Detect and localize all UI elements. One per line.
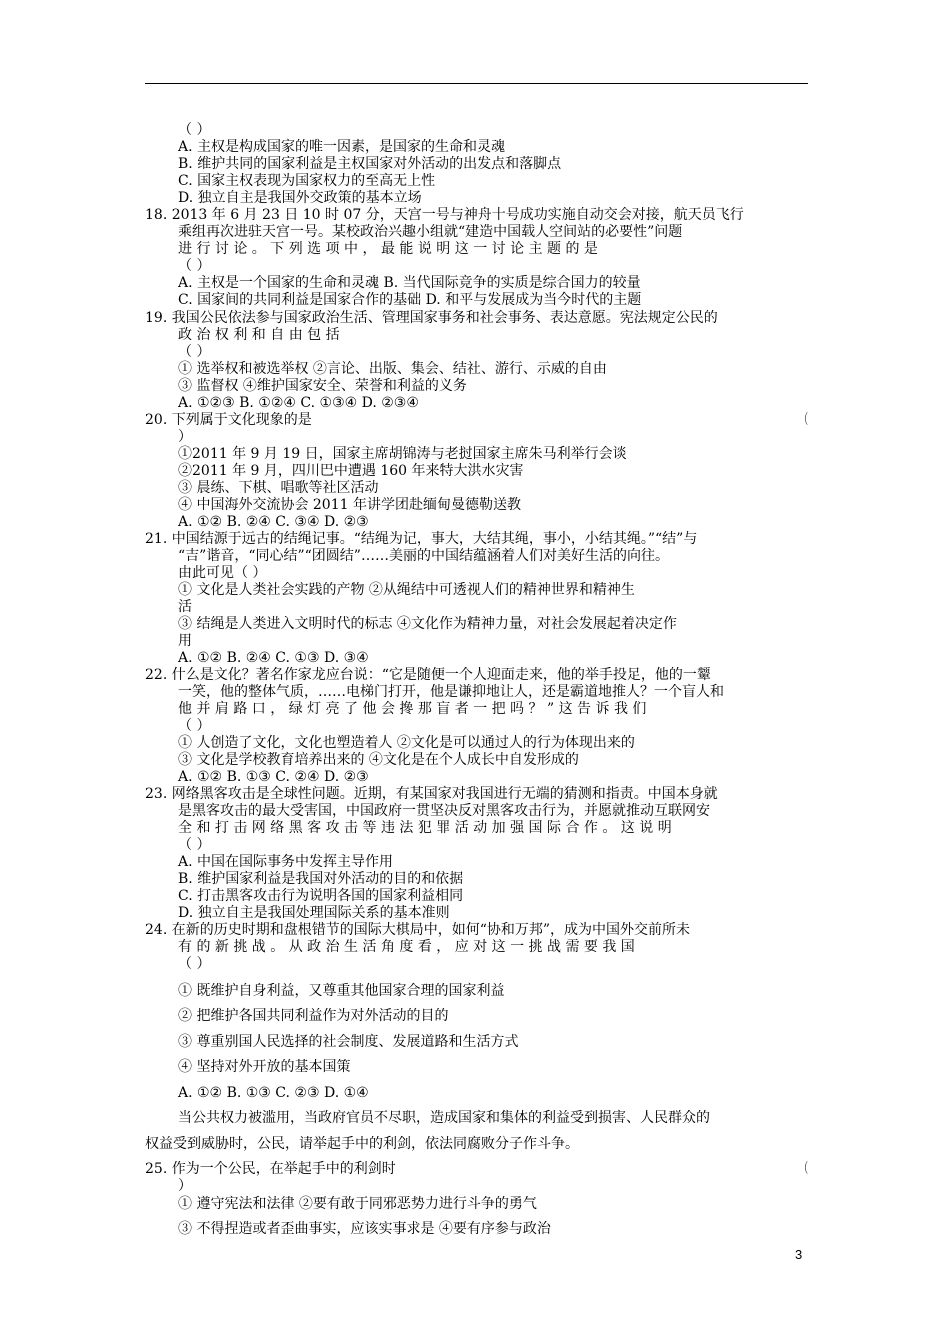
question-stem: 一笑，他的整体气质，……电梯门打开，他是谦抑地让人，还是霸道地推人？一个盲人和: [178, 684, 724, 700]
question-stem: 乘组再次进驻天宫一号。某校政治兴趣小组就“建造中国载人空间站的必要性”问题: [178, 224, 683, 240]
question-stem: 他 并 肩 路 口 ， 绿 灯 亮 了 他 会 搀 那 盲 者 一 把 吗 ？ ” 这 告 诉 我 们: [178, 701, 647, 717]
statement-line: 用: [178, 633, 192, 649]
option-d: D. 独立自主是我国处理国际关系的基本准则: [178, 905, 450, 921]
question-stem: 政 治 权 利 和 自 由 包 括: [178, 327, 340, 343]
statement-line: ③ 监督权 ④维护国家安全、荣誉和利益的义务: [178, 378, 467, 394]
answer-bracket: ）: [178, 429, 192, 445]
answer-bracket: （ ）: [178, 718, 211, 734]
statement-line: ① 人创造了文化，文化也塑造着人 ②文化是可以通过人的行为体现出来的: [178, 735, 635, 751]
statement-line: ④ 坚持对外开放的基本国策: [178, 1059, 351, 1075]
passage-text: 当公共权力被滥用，当政府官员不尽职，造成国家和集体的利益受到损害、人民群众的: [178, 1110, 710, 1126]
question-stem: 24. 在新的历史时期和盘根错节的国际大棋局中，如何“协和万邦”，成为中国外交前所未: [145, 922, 691, 938]
option-c: C. 打击黑客攻击行为说明各国的国家利益相同: [178, 888, 464, 904]
question-stem: 19. 我国公民依法参与国家政治生活、管理国家事务和社会事务、表达意愿。宪法规定公民的: [145, 310, 718, 326]
question-stem: 20. 下列属于文化现象的是: [145, 412, 312, 428]
option-line: C. 国家间的共同利益是国家合作的基础 D. 和平与发展成为当今时代的主题: [178, 292, 642, 308]
passage-text: 权益受到威胁时，公民，请举起手中的利剑，依法同腐败分子作斗争。: [145, 1136, 579, 1152]
statement-line: ① 选举权和被选举权 ②言论、出版、集会、结社、游行、示威的自由: [178, 361, 607, 377]
question-stem: 进 行 讨 论 。 下 列 选 项 中 ， 最 能 说 明 这 一 讨 论 主 题 的 是: [178, 241, 598, 257]
statement-line: ②2011 年 9 月，四川巴中遭遇 160 年来特大洪水灾害: [178, 463, 524, 479]
question-stem: 18. 2013 年 6 月 23 日 10 时 07 分，天宫一号与神舟十号成功实施自动交会对接，航天员飞行: [145, 207, 744, 223]
option-line: A. ①② B. ②④ C. ③④ D. ②③: [178, 514, 369, 530]
answer-bracket: （: [800, 1161, 808, 1177]
question-stem: 全 和 打 击 网 络 黑 客 攻 击 等 违 法 犯 罪 活 动 加 强 国 际 合 作 。 这 说 明: [178, 820, 672, 836]
option-line: A. ①② B. ①③ C. ②③ D. ①④: [178, 1085, 369, 1101]
statement-line: ① 文化是人类社会实践的产物 ②从绳结中可透视人们的精神世界和精神生: [178, 582, 635, 598]
option-line: A. ①② B. ①③ C. ②④ D. ②③: [178, 769, 369, 785]
answer-bracket: （ ）: [178, 837, 211, 853]
statement-line: ①2011 年 9 月 19 日，国家主席胡锦涛与老挝国家主席朱马利举行会谈: [178, 446, 627, 462]
option-b: B. 维护共同的国家利益是主权国家对外活动的出发点和落脚点: [178, 156, 562, 172]
question-stem: 23. 网络黑客攻击是全球性问题。近期，有某国家对我国进行无端的猜测和指责。中国本身就: [145, 786, 718, 802]
answer-bracket: （ ）: [178, 344, 211, 360]
statement-line: ① 遵守宪法和法律 ②要有敢于同邪恶势力进行斗争的勇气: [178, 1196, 537, 1212]
option-c: C. 国家主权表现为国家权力的至高无上性: [178, 173, 436, 189]
option-d: D. 独立自主是我国外交政策的基本立场: [178, 190, 422, 206]
question-stem: 22. 什么是文化？著名作家龙应台说：“它是随便一个人迎面走来，他的举手投足，他的一颦: [145, 667, 711, 683]
question-stem: 21. 中国结源于远古的结绳记事。“结绳为记，事大，大结其绳，事小，小结其绳。”“结”与: [145, 531, 698, 547]
statement-line: ② 把维护各国共同利益作为对外活动的目的: [178, 1008, 449, 1024]
answer-bracket: （: [800, 412, 808, 428]
statement-line: ③ 不得捏造或者歪曲事实，应该实事求是 ④要有序参与政治: [178, 1221, 551, 1237]
page-number: 3: [795, 1247, 803, 1262]
answer-bracket: ）: [178, 1178, 192, 1194]
option-a: A. 主权是构成国家的唯一因素，是国家的生命和灵魂: [178, 139, 506, 155]
option-a: A. 中国在国际事务中发挥主导作用: [178, 854, 394, 870]
option-line: A. ①② B. ②④ C. ①③ D. ③④: [178, 650, 369, 666]
question-stem: 由此可见（ ）: [178, 565, 267, 581]
statement-line: ③ 文化是学校教育培养出来的 ④文化是在个人成长中自发形成的: [178, 752, 579, 768]
answer-bracket: （ ）: [178, 258, 211, 274]
option-b: B. 维护国家利益是我国对外活动的目的和依据: [178, 871, 464, 887]
question-stem: “吉”谐音，“同心结”“团圆结”……美丽的中国结蕴涵着人们对美好生活的向往。: [178, 548, 669, 564]
answer-bracket: （ ）: [178, 122, 211, 138]
header-rule: [145, 83, 808, 84]
question-stem: 25. 作为一个公民，在举起手中的利剑时: [145, 1161, 396, 1177]
statement-line: ④ 中国海外交流协会 2011 年讲学团赴缅甸曼德勒送教: [178, 497, 521, 513]
question-stem: 是黑客攻击的最大受害国，中国政府一贯坚决反对黑客攻击行为，并愿就推动互联网安: [178, 803, 710, 819]
option-line: A. ①②③ B. ①②④ C. ①③④ D. ②③④: [178, 395, 419, 411]
statement-line: ① 既维护自身利益，又尊重其他国家合理的国家利益: [178, 983, 505, 999]
answer-bracket: （ ）: [178, 956, 211, 972]
statement-line: ③ 晨练、下棋、唱歌等社区活动: [178, 480, 379, 496]
statement-line: ③ 尊重别国人民选择的社会制度、发展道路和生活方式: [178, 1034, 519, 1050]
statement-line: 活: [178, 599, 192, 615]
option-line: A. 主权是一个国家的生命和灵魂 B. 当代国际竞争的实质是综合国力的较量: [178, 275, 641, 291]
statement-line: ③ 结绳是人类进入文明时代的标志 ④文化作为精神力量，对社会发展起着决定作: [178, 616, 677, 632]
question-stem: 有 的 新 挑 战 。 从 政 治 生 活 角 度 看 ， 应 对 这 一 挑 战 需 要 我 国: [178, 939, 635, 955]
